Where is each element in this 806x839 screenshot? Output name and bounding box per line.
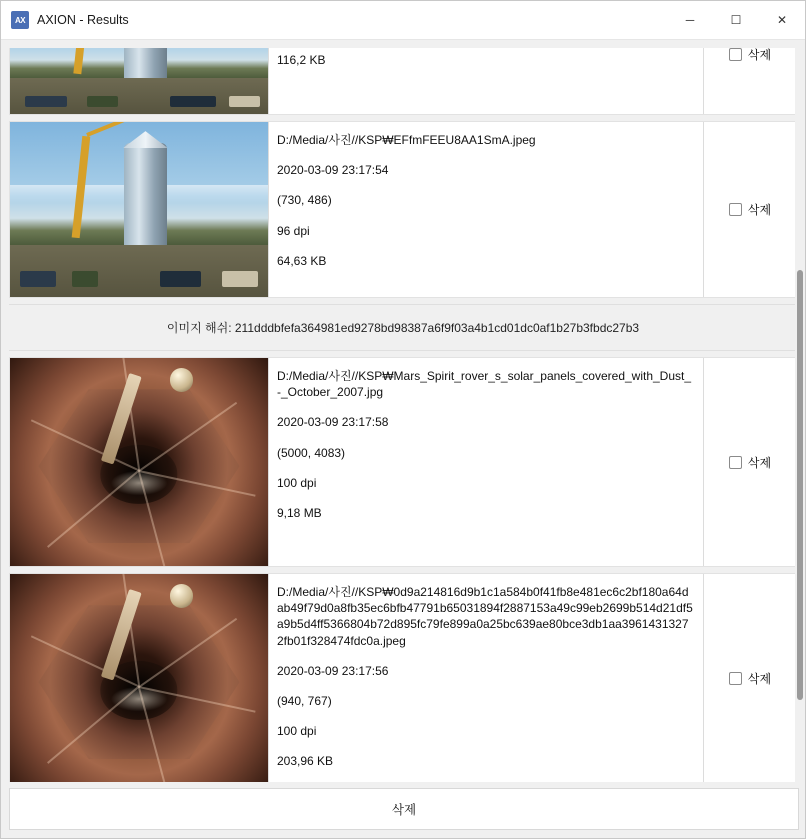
file-path: D:/Media/사진//KSP₩Mars_Spirit_rover_s_solar_panels_covered_with_Dust_-_October_2007.jpg [277,369,692,400]
vertical-scrollbar[interactable] [795,40,805,782]
delete-checkbox[interactable] [729,48,742,61]
result-card[interactable] [9,121,797,298]
file-info [268,358,704,566]
app-icon: AX [11,11,29,29]
file-info [268,48,704,114]
results-scroll-area[interactable] [1,40,805,782]
file-size: 116,2 KB [277,53,326,67]
delete-checkbox-cell[interactable] [704,574,796,782]
file-dpi: 96 dpi [277,223,310,238]
file-dpi: 100 dpi [277,724,317,739]
delete-checkbox[interactable] [729,672,742,685]
title-bar [1,1,805,40]
thumbnail[interactable] [10,358,268,566]
minimize-button[interactable]: ─ [685,13,695,27]
result-card[interactable] [9,48,797,115]
result-card[interactable] [9,573,797,782]
maximize-button[interactable]: ☐ [730,13,742,27]
delete-checkbox[interactable] [729,456,742,469]
delete-checkbox-cell[interactable] [704,122,796,297]
window-controls [667,1,805,39]
image-hash-label: 이미지 해쉬: 211dddbfefa364981ed9278bd98387a6f9f03a4b1cd01dc0af1b27b3fbdc27b3 [9,304,797,351]
footer-bar [1,782,805,838]
thumbnail[interactable] [10,48,268,114]
file-dimensions: (5000, 4083) [277,445,346,460]
thumbnail[interactable] [10,122,268,297]
window-title: AXION - Results [37,13,129,27]
file-path: D:/Media/사진//KSP₩EFfmFEEU8AA1SmA.jpeg [277,133,536,147]
file-path: D:/Media/사진//KSP₩0d9a214816d9b1c1a584b0f41fb8e481ec6c2bf180a64dab49f79d0a8fb35ec6bfb47791b65031894f2887153a49c99eb2699b514d21df5a9b5d4ff5366804b72d895fc79fe899a0a25bc639ae80bce3db1aa39614313272fb01f328474fdc0a.jpeg [277,585,693,648]
delete-checkbox-cell[interactable] [704,358,796,566]
delete-button[interactable]: 삭제 [9,788,799,830]
file-info [268,122,704,297]
file-date: 2020-03-09 23:17:58 [277,415,389,430]
delete-checkbox-cell[interactable] [704,48,796,114]
delete-checkbox-label: 삭제 [747,671,772,686]
file-size: 9,18 MB [277,505,322,520]
thumbnail[interactable] [10,574,268,782]
delete-checkbox-label: 삭제 [747,455,772,470]
result-card[interactable] [9,357,797,567]
file-date: 2020-03-09 23:17:56 [277,663,389,678]
file-date: 2020-03-09 23:17:54 [277,163,389,178]
scrollbar-thumb[interactable] [797,270,803,700]
file-size: 203,96 KB [277,754,334,769]
close-button[interactable]: ✕ [776,13,788,27]
delete-checkbox-label: 삭제 [747,48,772,62]
delete-checkbox[interactable] [729,203,742,216]
file-dimensions: (730, 486) [277,193,332,208]
file-info [268,574,704,782]
file-size: 64,63 KB [277,253,327,268]
results-list [9,48,797,782]
delete-checkbox-label: 삭제 [747,203,772,217]
file-dimensions: (940, 767) [277,693,332,708]
file-dpi: 100 dpi [277,475,317,490]
